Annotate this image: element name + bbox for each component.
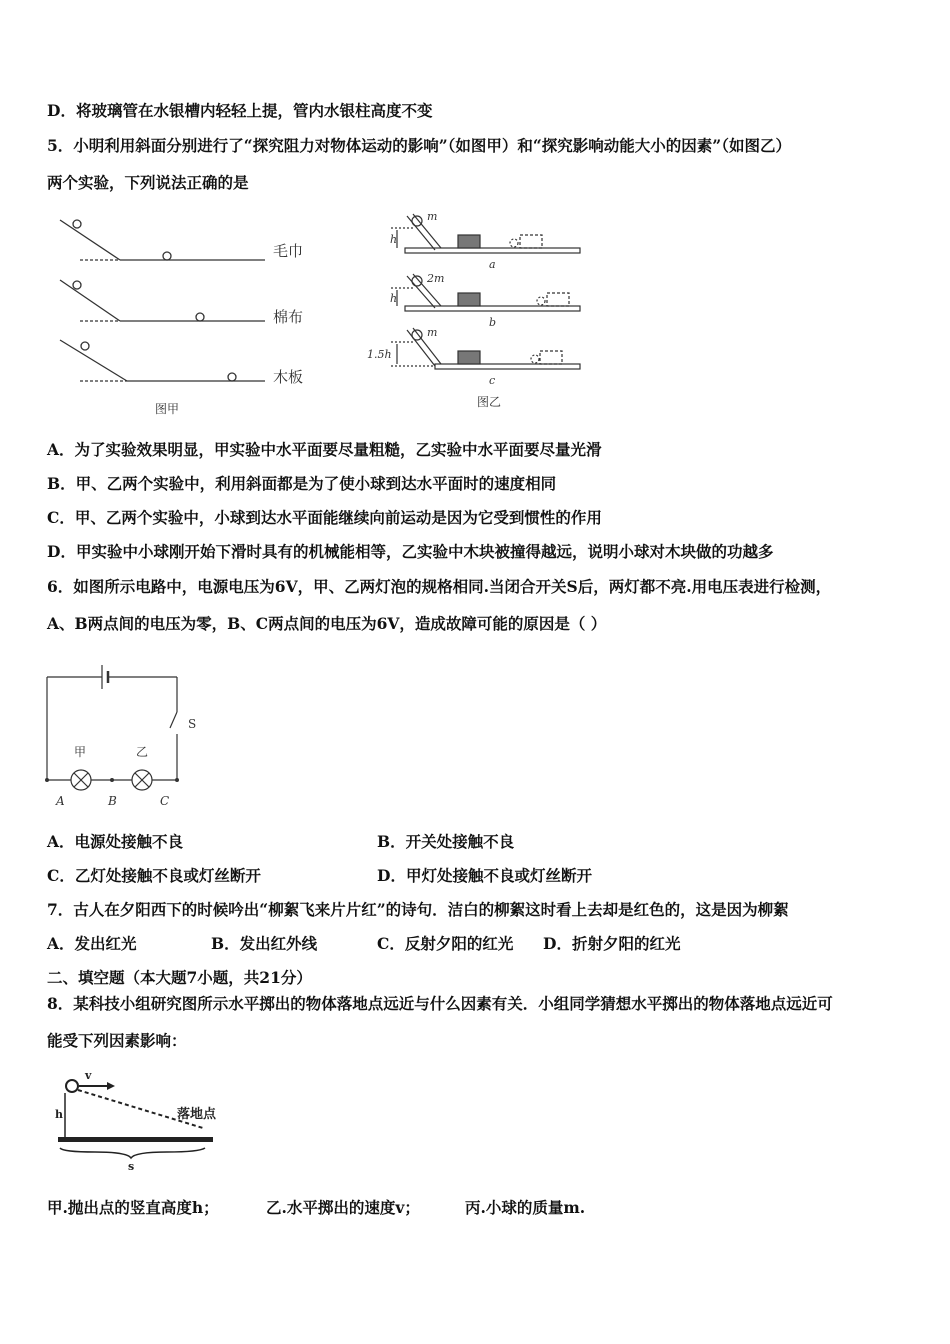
surface-label-wood: 木板 [273,368,304,386]
point-c-label: C [160,794,170,808]
circuit-diagram [40,660,210,810]
yi-c-mass: m [427,326,438,339]
section2-title: 二、填空题（本大题7小题，共21分） [47,968,312,987]
yi-a-label: a [489,258,496,271]
q6-stem-line2: A、B两点间的电压为零，B、C两点间的电压为6V，造成故障可能的原因是（ ） [47,614,607,633]
q4-option-d: D．将玻璃管在水银槽内轻轻上提，管内水银柱高度不变 [47,101,433,120]
figure-yi-caption: 图乙 [477,395,502,409]
q5-stem-line2: 两个实验，下列说法正确的是 [47,173,249,192]
projectile-figure [55,1066,235,1176]
q8-factor-yi: 乙.水平掷出的速度v； [266,1198,420,1217]
q5-option-c: C．甲、乙两个实验中，小球到达水平面能继续向前运动是因为它受到惯性的作用 [47,508,602,527]
q6-option-a: A．电源处接触不良 [47,832,184,851]
figure-jia-caption: 图甲 [155,402,180,416]
yi-b-label: b [489,316,497,329]
point-b-label: B [108,794,117,808]
surface-label-towel: 毛巾 [273,242,304,260]
q6-option-c: C．乙灯处接触不良或灯丝断开 [47,866,261,885]
switch-label: S [188,717,197,731]
q8-factor-bing: 丙.小球的质量m. [465,1198,586,1217]
yi-b-height: h [390,292,398,305]
q5-option-b: B．甲、乙两个实验中，利用斜面都是为了使小球到达水平面时的速度相同 [47,474,557,493]
figure-jia [55,210,325,420]
q6-stem-line1: 6．如图所示电路中，电源电压为6V，甲、乙两灯泡的规格相同.当闭合开关S后，两灯都不亮.用电压表进行检测， [47,577,832,596]
distance-label: s [128,1160,135,1173]
q8-stem-line1: 8．某科技小组研究图所示水平掷出的物体落地点远近与什么因素有关．小组同学猜想水平掷出的物体落地点远近可 [47,994,833,1013]
lamp2-label: 乙 [136,745,149,759]
yi-b-mass: 2m [427,272,445,285]
q7-option-a: A．发出红光 [47,934,137,953]
q6-option-b: B．开关处接触不良 [377,832,515,851]
lamp1-label: 甲 [74,745,87,759]
q7-option-c: C．反射夕阳的红光 [377,934,514,953]
q7-option-b: B．发出红外线 [211,934,318,953]
yi-c-height: 1.5h [367,348,392,361]
landing-point-label: 落地点 [177,1107,217,1122]
yi-c-label: c [489,374,496,387]
yi-a-mass: m [427,210,438,223]
point-a-label: A [56,794,65,808]
q5-option-a: A．为了实验效果明显，甲实验中水平面要尽量粗糙，乙实验中水平面要尽量光滑 [47,440,602,459]
velocity-label: v [85,1069,92,1082]
q7-stem: 7．古人在夕阳西下的时候吟出“柳絮飞来片片红”的诗句．洁白的柳絮这时看上去却是红色的，这是因为柳絮 [47,900,789,919]
figure-yi [365,208,590,413]
q5-stem-line1: 5．小明利用斜面分别进行了“探究阻力对物体运动的影响”（如图甲）和“探究影响动能大小的因素”（如图乙） [47,136,791,155]
q8-stem-line2: 能受下列因素影响： [47,1031,187,1050]
height-label: h [55,1108,63,1121]
yi-a-height: h [390,233,398,246]
q6-option-d: D．甲灯处接触不良或灯丝断开 [377,866,592,885]
q8-factor-jia: 甲.抛出点的竖直高度h； [47,1198,219,1217]
surface-label-cotton: 棉布 [273,308,304,326]
q7-option-d: D．折射夕阳的红光 [543,934,681,953]
q5-option-d: D．甲实验中小球刚开始下滑时具有的机械能相等，乙实验中木块被撞得越远，说明小球对木块做的功越多 [47,542,774,561]
